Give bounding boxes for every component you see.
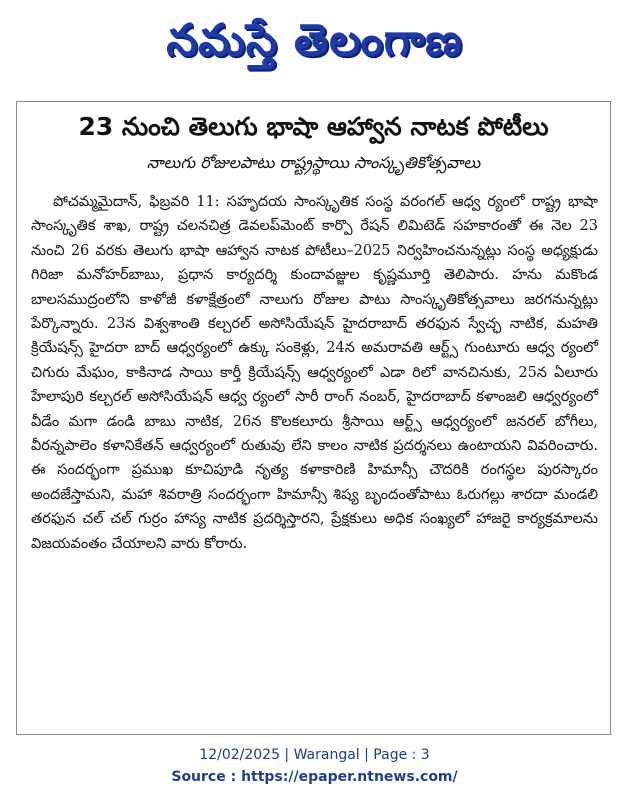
masthead-title: నమస్తే తెలంగాణ	[166, 15, 463, 66]
footer-date-line: 12/02/2025 | Warangal | Page : 3	[199, 747, 430, 763]
article-headline: 23 నుంచి తెలుగు భాషా ఆహ్వాన నాటక పోటీలు	[78, 112, 549, 141]
article-subheadline: నాలుగు రోజులపాటు రాష్ట్రస్థాయి సాంస్కృతికోత్సవాలు	[146, 153, 481, 172]
article-clipping	[16, 101, 611, 735]
article-body: పోచమ్మమైదాన్, ఫిబ్రవరి 11: సహృదయ సాంస్కృతిక సంస్థ వరంగల్ ఆధ్వ ర్యంలో రాష్ట్ర భాషా సాంస్కృతిక శాఖ, రాష్ట్ర చలనచిత్ర డెవలప్‌మెంట్ కార్పొ రేషన్ లిమిటెడ్ సహకారంతో ఈ నెల 23 నుంచి 26 వరకు తెలుగు భాషా ఆహ్వాన నాటక పోటీలు–2025 నిర్వహించనున్నట్లు సంస్థ అధ్యక్షుడు గిరిజా మనోహర్‌బాబు, ప్రధాన కార్యదర్శి కుందావజ్జుల కృష్ణమూర్తి తెలిపారు. హను మకొండ బాలసముద్రంలోని కాళోజీ కళాక్షేత్రంలో నాలుగు రోజుల పాటు సాంస్కృతికోత్సవాలు జరగనున్నట్లు పేర్కొన్నారు. 23న విశ్వశాంతి కల్చరల్ అసోసియేషన్ హైదరాబాద్ తరఫున స్వేచ్ఛ నాటిక, మహతి క్రియేషన్స్ హైదరా బాద్ ఆధ్వర్యంలో ఉక్కు సంకెళ్లు, 24న అమరావతి ఆర్ట్స్ గుంటూరు ఆధ్వ ర్యంలో చిగురు మేఘం, కాకినాడ సాయి కార్తీ క్రియేషన్స్ ఆధ్వర్యంలో ఎడా రిలో వానచినుకు, 25న ఏలూరు హేలాపురి కల్చరల్ అసోసియేషన్ ఆధ్వ ర్యంలో సారీ రాంగ్ నంబర్, హైదరాబాద్ కళాంజలి ఆధ్వర్యంలో వీడేం మగా డండి బాబు నాటిక, 26న కొలకలూరు శ్రీసాయి ఆర్ట్స్ ఆధ్వర్యంలో జనరల్ బోగీలు, వీరన్నపాలెం కళానికేతన్ ఆధ్వర్యంలో రుతువు లేని కాలం నాటిక ప్రదర్శనలు ఉంటాయని వివరించారు. ఈ సందర్భంగా ప్రముఖ కూచిపూడి నృత్య కళాకారిణి హిమాన్సీ చౌదరికి రంగస్థల పురస్కారం అందజేస్తామని, మహా శివరాత్రి సందర్భంగా హిమాన్సీ శిష్య బృందంతోపాటు ఓరుగల్లు శారదా మండలి తరఫున చల్ చల్ గుర్రం హాస్య నాటిక ప్రదర్శిస్తారని, ప్రేక్షకులు అధిక సంఖ్యలో హాజరై కార్యక్రమాలను విజయవంతం చేయాలని వారు కోరారు.	[31, 194, 598, 552]
newspaper-masthead	[0, 0, 629, 92]
footer-source-line: Source : https://epaper.ntnews.com/	[171, 769, 458, 785]
